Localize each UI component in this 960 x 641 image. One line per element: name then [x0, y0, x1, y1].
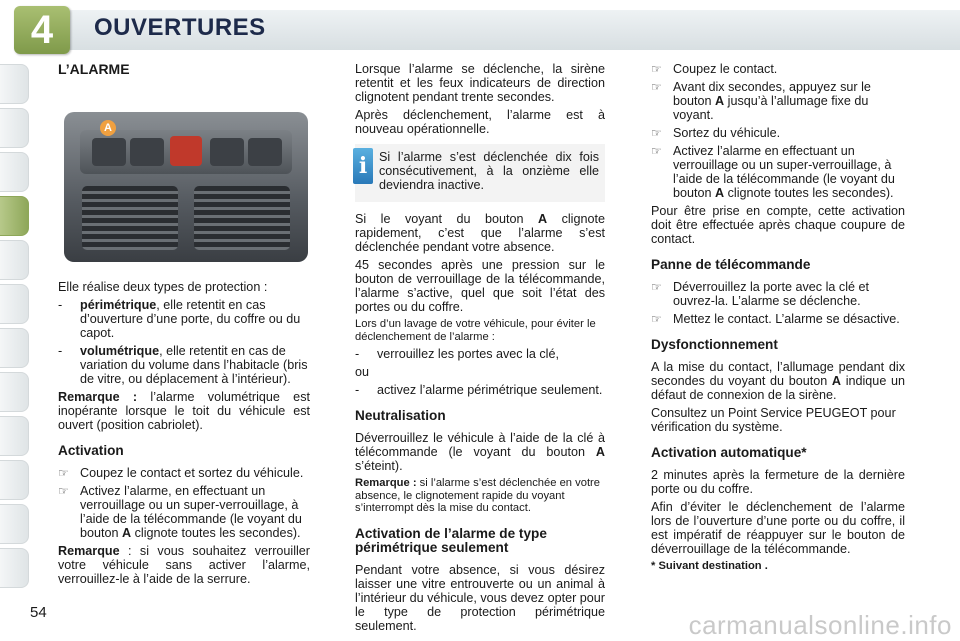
list-item [58, 466, 310, 480]
list-item-text: Activez l’alarme, en effectuant un verrouillage ou un super-verrouillage, à l’aide de la télécommande (le voyant du bouton [80, 484, 302, 540]
dash-marker: - [58, 298, 63, 312]
column-1 [58, 62, 310, 590]
page-number: 54 [30, 604, 47, 621]
automatic-activation-title: Activation automatique* [651, 445, 807, 460]
button-ref: A [122, 526, 132, 540]
remark-text: l’alarme volumétrique est inopérante lorsque le toit du véhicule est ouvert (position cabriolet). [58, 390, 310, 432]
side-tab-8[interactable] [0, 372, 29, 412]
text: Si le voyant du bouton [355, 212, 538, 226]
button-ref: A [715, 94, 725, 108]
paragraph: Lors d’un lavage de votre véhicule, pour éviter le déclenchement de l’alarme : [355, 318, 596, 343]
remark-label: Remarque [58, 544, 120, 558]
paragraph: 2 minutes après la fermeture de la dernière porte ou du coffre. [651, 468, 905, 496]
side-tab-5[interactable] [0, 240, 29, 280]
list-item-text: jusqu’à l’allumage fixe du voyant. [673, 94, 869, 122]
neutralisation-title: Neutralisation [355, 408, 446, 424]
button-ref: A [595, 445, 605, 460]
remark-label: Remarque : [355, 477, 417, 490]
list-item-text: , elle retentit en cas d’ouverture d’une porte, du coffre ou du capot. [80, 298, 301, 340]
photo-label-a: A [100, 120, 116, 136]
photo-air-vent-right [194, 186, 290, 250]
paragraph: Après déclenchement, l’alarme est à nouveau opérationnelle. [355, 108, 605, 136]
perimetric-activation-title: Activation de l’alarme de type périmétrique seulement [355, 525, 547, 555]
pointing-hand-icon: ☞ [651, 280, 662, 294]
side-tab-1[interactable] [0, 64, 29, 104]
photo-console-button [130, 138, 164, 166]
pointing-hand-icon: ☞ [651, 312, 662, 326]
side-tab-12[interactable] [0, 548, 29, 588]
button-ref: A [537, 212, 548, 226]
photo-hazard-button [170, 136, 202, 166]
side-tab-7[interactable] [0, 328, 29, 368]
text: clignote rapidement, c’est que l’alarme s’est déclenchée pendant votre absence. [355, 212, 605, 254]
dash-marker: - [58, 344, 63, 358]
paragraph: Pendant votre absence, si vous désirez laisser une vitre entrouverte ou un animal à l’intérieur du véhicule, vous devez opter pour le type de protection périmétrique seulement. [355, 562, 605, 633]
list-item-text: Coupez le contact et sortez du véhicule. [80, 466, 304, 480]
section-title-alarm: L’ALARME [58, 61, 130, 77]
chapter-side-tabs [0, 64, 34, 592]
footnote: * Suivant destination . [651, 560, 768, 572]
malfunction-title: Dysfonctionnement [651, 337, 778, 352]
text: A la mise du contact, l’allumage pendant dix secondes du voyant du bouton [651, 360, 905, 388]
remote-failure-title: Panne de télécommande [651, 257, 811, 272]
side-tab-4-active[interactable] [0, 196, 29, 236]
info-text: Si l’alarme s’est déclenchée dix fois consécutivement, à la onzième elle deviendra inactive. [379, 150, 599, 192]
dash-marker: - [355, 347, 360, 362]
protection-intro: Elle réalise deux types de protection : [58, 280, 268, 294]
paragraph: Afin d’éviter le déclenchement de l’alarme lors de l’ouverture d’une porte ou du coffre, il est impératif de réappuyer sur le bouton de déverrouillage de la télécommande. [651, 500, 905, 556]
list-item [355, 383, 605, 397]
text: indique un défaut de connexion de la sirène. [651, 374, 906, 402]
side-tab-11[interactable] [0, 504, 29, 544]
side-tab-2[interactable] [0, 108, 29, 148]
pointing-hand-icon: ☞ [58, 466, 69, 480]
paragraph: Lorsque l’alarme se déclenche, la sirène retentit et les feux indicateurs de direction clignotent pendant trente secondes. [355, 62, 605, 104]
pointing-hand-icon: ☞ [651, 62, 662, 76]
button-ref: A [831, 374, 842, 388]
list-item [58, 344, 310, 386]
paragraph: Pour être prise en compte, cette activation doit être effectuée après chaque coupure de contact. [651, 204, 905, 246]
paragraph [651, 360, 905, 402]
list-item [355, 347, 605, 361]
photo-console-button [248, 138, 282, 166]
side-tab-10[interactable] [0, 460, 29, 500]
paragraph: Consultez un Point Service PEUGEOT pour vérification du système. [651, 406, 896, 434]
chapter-number-badge: 4 [14, 6, 70, 54]
side-tab-3[interactable] [0, 152, 29, 192]
list-item-text: Coupez le contact. [673, 62, 778, 76]
list-item-text: Mettez le contact. L’alarme se désactive. [673, 312, 900, 326]
info-note [355, 144, 605, 202]
list-item-text: activez l’alarme périmétrique seulement. [377, 383, 603, 398]
term-volumetric: volumétrique [80, 344, 160, 358]
paragraph [355, 477, 605, 515]
activation-title: Activation [58, 443, 124, 458]
chapter-title: OUVERTURES [94, 14, 266, 41]
term-perimetric: périmétrique [80, 298, 157, 312]
list-item [651, 80, 905, 122]
pointing-hand-icon: ☞ [651, 144, 662, 158]
pointing-hand-icon: ☞ [651, 126, 662, 140]
alarm-button-photo [64, 112, 308, 262]
remark-label: Remarque : [58, 390, 138, 404]
remark-lock-without-alarm [58, 544, 310, 586]
list-item-text: , elle retentit en cas de variation du volume dans l’habitacle (bris de vitre, ou déplacement à l’intérieur). [80, 344, 308, 386]
page-header [0, 0, 960, 58]
paragraph [355, 212, 605, 254]
list-item-text: clignote toutes les secondes). [131, 526, 301, 540]
side-tab-6[interactable] [0, 284, 29, 324]
dash-marker: - [355, 383, 360, 398]
column-3 [651, 62, 905, 577]
pointing-hand-icon: ☞ [58, 484, 69, 498]
list-item-text: Sortez du véhicule. [673, 126, 781, 140]
watermark: carmanualsonline.info [688, 610, 952, 640]
remark-text: : si vous souhaitez verrouiller votre véhicule sans activer l’alarme, verrouillez-le à l’aide de la serrure. [58, 544, 310, 586]
photo-alarm-button [92, 138, 126, 166]
remark-volumetric [58, 390, 310, 432]
list-item [651, 126, 905, 140]
list-item-text: Avant dix secondes, appuyez sur le bouton [673, 80, 871, 108]
list-item-text: clignote toutes les secondes). [724, 186, 894, 200]
or-text: ou [355, 365, 370, 380]
list-item [651, 280, 905, 308]
list-item-text: Déverrouillez la porte avec la clé et ouvrez-la. L’alarme se déclenche. [673, 280, 869, 308]
paragraph: 45 secondes après une pression sur le bouton de verrouillage de la télécommande, l’alarme s’active, quel que soit l’état des portes ou du coffre. [355, 258, 605, 314]
photo-console-button [210, 138, 244, 166]
list-item [651, 312, 905, 326]
photo-air-vent-left [82, 186, 178, 250]
list-item-text: verrouillez les portes avec la clé, [377, 347, 559, 362]
list-item-text: Activez l’alarme en effectuant un verrouillage ou un super-verrouillage, à l’aide de la télécommande (le voyant du bouton [673, 144, 895, 200]
paragraph [355, 431, 605, 473]
button-ref: A [715, 186, 725, 200]
column-2 [355, 62, 605, 637]
list-item [58, 484, 310, 540]
list-item [651, 144, 905, 200]
remark-text: si l’alarme s’est déclenchée en votre absence, le clignotement rapide du voyant s’interrompt dès la mise du contact. [355, 477, 601, 515]
info-icon: i [353, 148, 373, 184]
pointing-hand-icon: ☞ [651, 80, 662, 94]
list-item [651, 62, 905, 76]
list-item [58, 298, 310, 340]
text: Déverrouillez le véhicule à l’aide de la clé à télécommande (le voyant du bouton [355, 431, 605, 460]
text: s’éteint). [355, 459, 403, 474]
side-tab-9[interactable] [0, 416, 29, 456]
